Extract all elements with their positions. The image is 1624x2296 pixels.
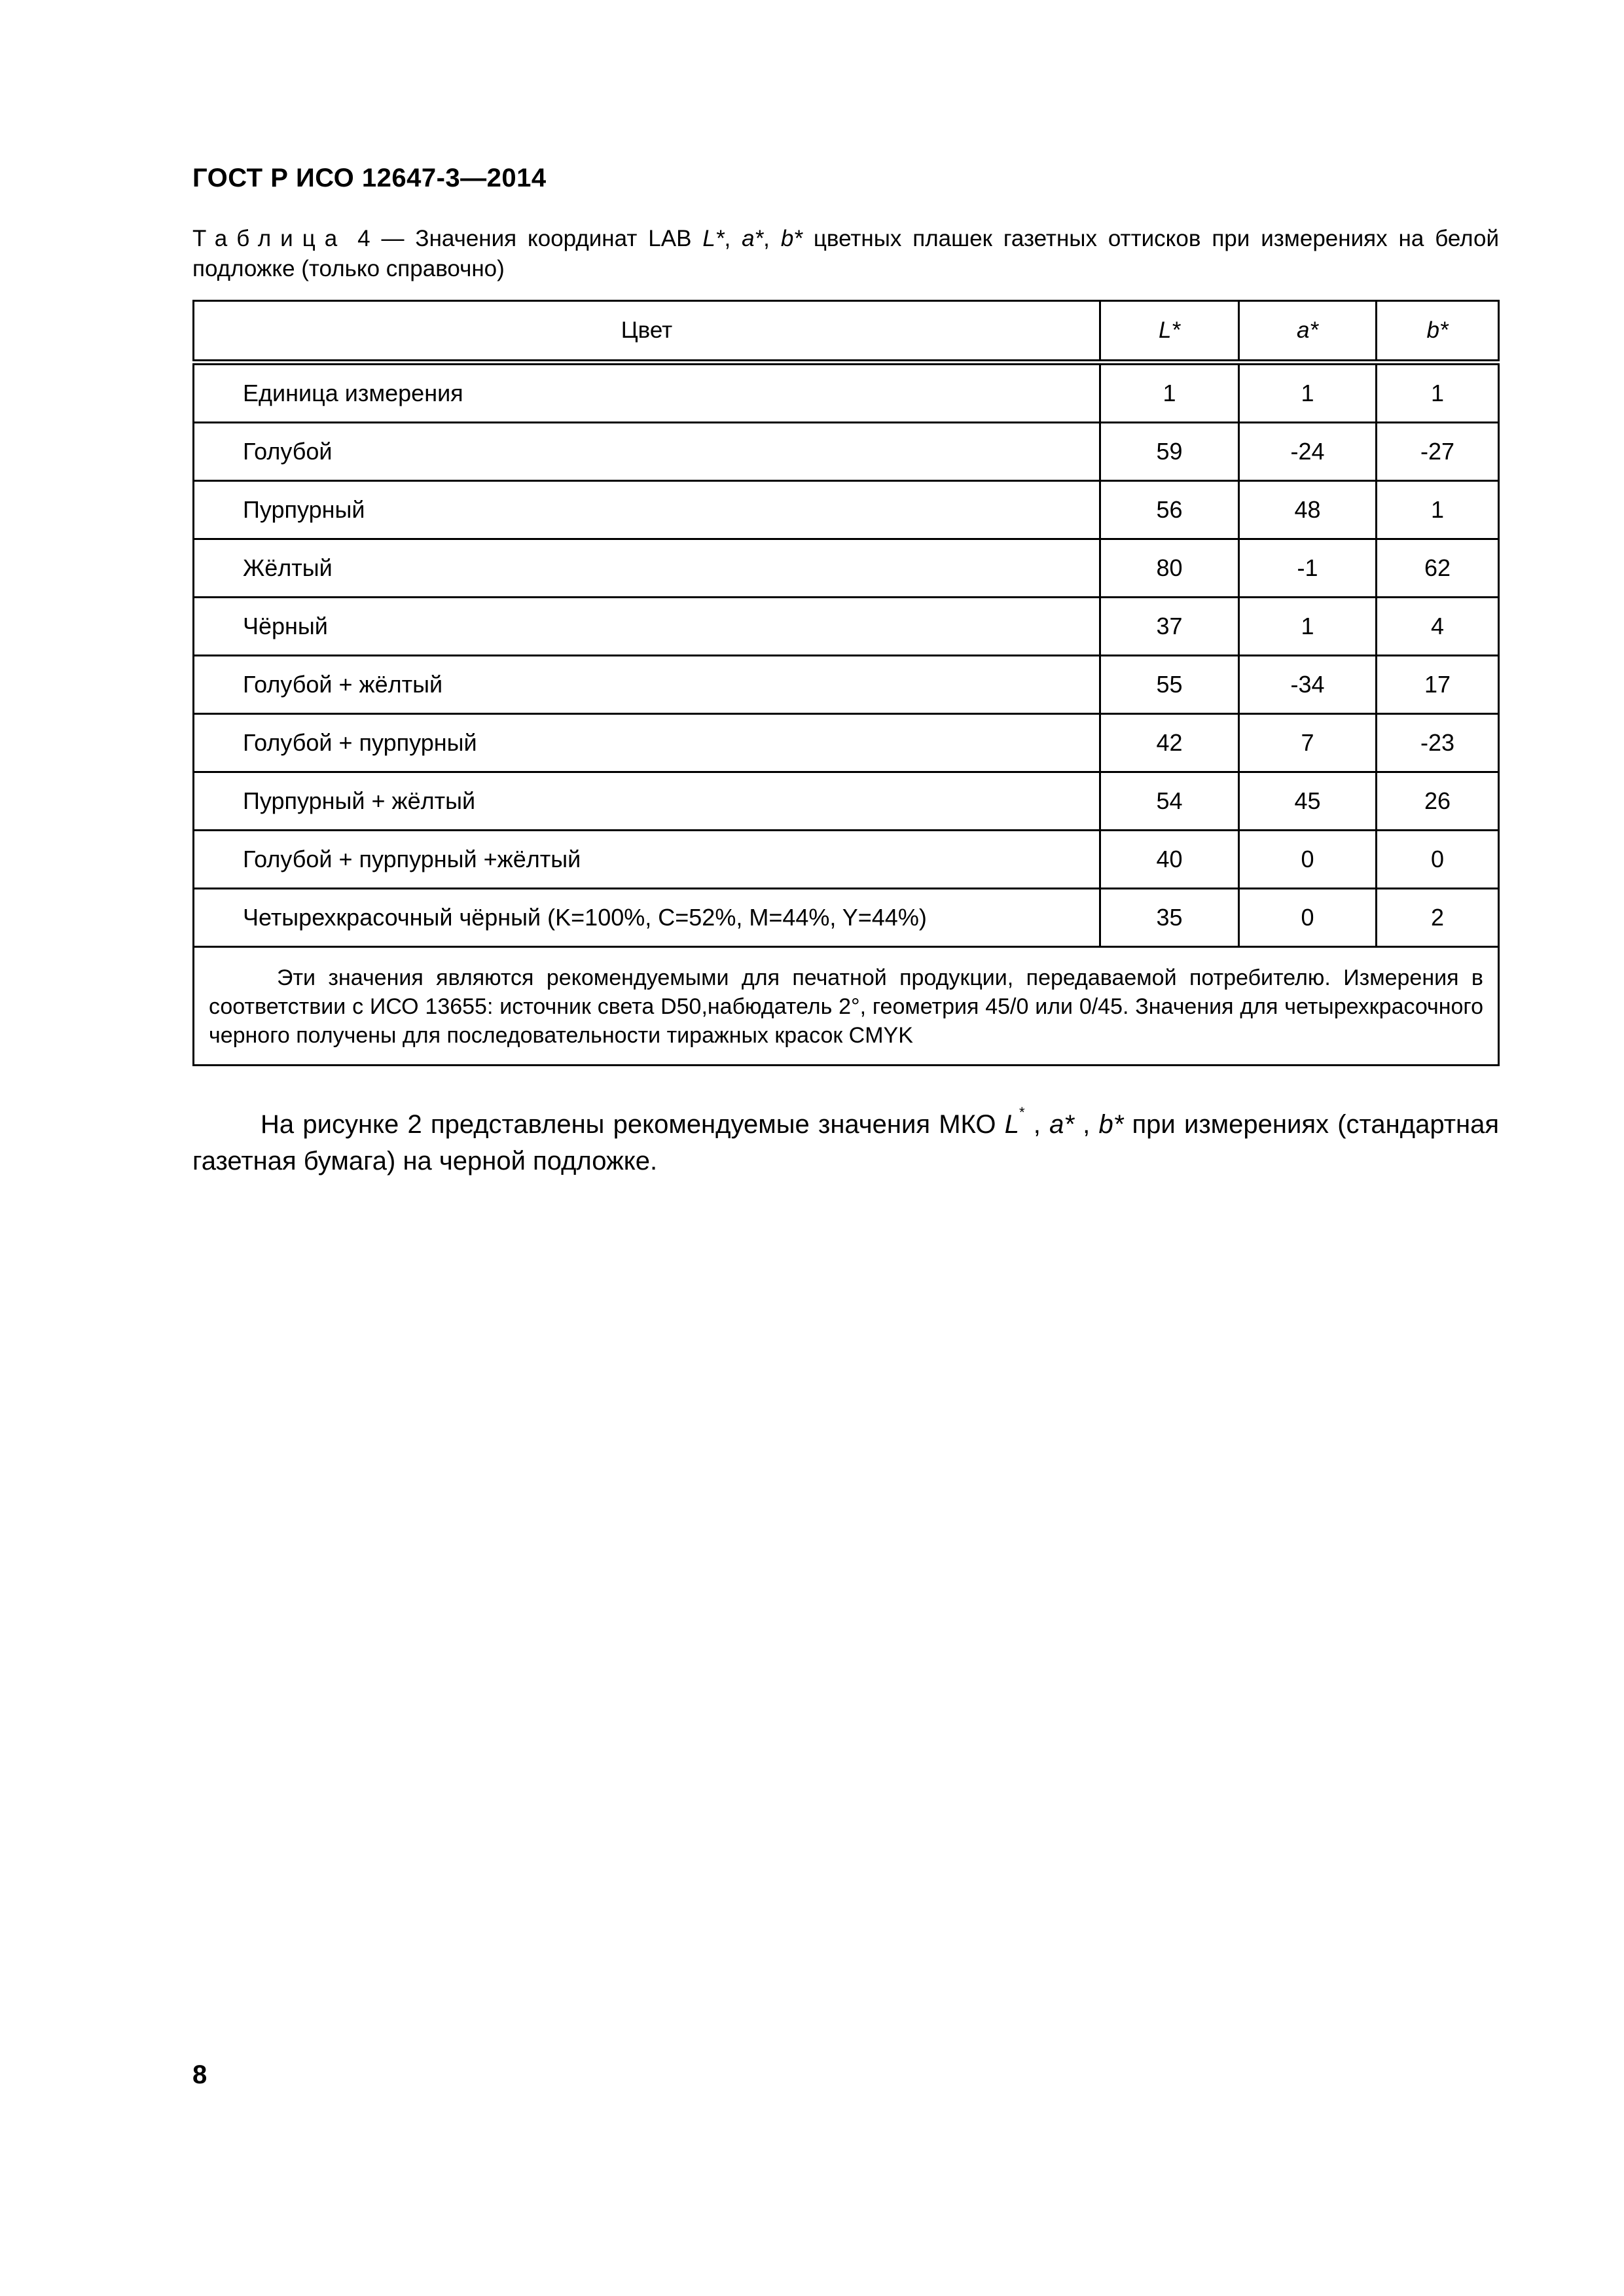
- table-caption-label: Таблица: [192, 226, 347, 251]
- table-caption-rest: цветных плашек газетных оттисков при измерениях на белой подложке (только справочно): [192, 226, 1499, 281]
- row-color-name: Чёрный: [194, 598, 1100, 656]
- table-caption-sep: ,: [763, 226, 781, 251]
- table-row: [194, 539, 1499, 598]
- row-b-value: 26: [1377, 772, 1499, 831]
- table-row: [194, 889, 1499, 947]
- table-row: [194, 363, 1499, 423]
- row-l-value: 80: [1100, 539, 1239, 598]
- table-caption: [192, 224, 1499, 284]
- column-header-b: b*: [1377, 301, 1499, 363]
- row-l-value: 42: [1100, 714, 1239, 772]
- row-color-name: Пурпурный + жёлтый: [194, 772, 1100, 831]
- table-row: [194, 423, 1499, 481]
- row-a-value: -34: [1239, 656, 1377, 714]
- row-l-value: 1: [1100, 363, 1239, 423]
- table-caption-l: L*: [702, 226, 725, 251]
- row-l-value: 55: [1100, 656, 1239, 714]
- table-row: [194, 598, 1499, 656]
- paragraph-sep: ,: [1024, 1110, 1050, 1139]
- row-color-name: Голубой + пурпурный: [194, 714, 1100, 772]
- row-a-value: 0: [1239, 889, 1377, 947]
- row-color-name: Голубой: [194, 423, 1100, 481]
- table-row: [194, 656, 1499, 714]
- row-a-value: -1: [1239, 539, 1377, 598]
- row-color-name: Голубой + жёлтый: [194, 656, 1100, 714]
- row-color-name: Четырехкрасочный чёрный (K=100%, C=52%, M=44%, Y=44%): [194, 889, 1100, 947]
- row-b-value: 17: [1377, 656, 1499, 714]
- row-a-value: -24: [1239, 423, 1377, 481]
- row-a-value: 1: [1239, 598, 1377, 656]
- row-b-value: 0: [1377, 831, 1499, 889]
- row-b-value: 62: [1377, 539, 1499, 598]
- row-color-name: Жёлтый: [194, 539, 1100, 598]
- table-header-row: [194, 301, 1499, 363]
- row-b-value: 2: [1377, 889, 1499, 947]
- table-caption-sep: ,: [724, 226, 742, 251]
- row-b-value: -27: [1377, 423, 1499, 481]
- document-header: ГОСТ Р ИСО 12647-3—2014: [192, 164, 547, 192]
- row-b-value: 4: [1377, 598, 1499, 656]
- paragraph-b: b*: [1098, 1110, 1124, 1139]
- paragraph-part1: На рисунке 2 представлены рекомендуемые значения МКО: [261, 1110, 1005, 1139]
- row-color-name: Пурпурный: [194, 481, 1100, 539]
- table-note-cell: [194, 947, 1499, 1066]
- row-l-value: 37: [1100, 598, 1239, 656]
- row-b-value: 1: [1377, 363, 1499, 423]
- paragraph-l-superscript: *: [1019, 1104, 1025, 1121]
- table-caption-number: 4 — Значения координат LAB: [346, 226, 703, 251]
- page-number: 8: [192, 2060, 208, 2089]
- row-l-value: 56: [1100, 481, 1239, 539]
- table-row: [194, 481, 1499, 539]
- row-b-value: 1: [1377, 481, 1499, 539]
- table-note: Эти значения являются рекомендуемыми для печатной продукции, передаваемой потребителю. Измерения в соответствии с ИСО 13655: источник света D50,набюдатель 2°, геометрия 45/0 или 0/45. Значения для четырехкрасочного черного получены для последовательности тиражных красок CMYK: [209, 965, 1483, 1048]
- row-color-name: Единица измерения: [194, 363, 1100, 423]
- row-l-value: 59: [1100, 423, 1239, 481]
- row-a-value: 45: [1239, 772, 1377, 831]
- column-header-a: a*: [1239, 301, 1377, 363]
- row-l-value: 54: [1100, 772, 1239, 831]
- paragraph-sep: ,: [1074, 1110, 1099, 1139]
- table-caption-b: b*: [780, 226, 803, 251]
- row-b-value: -23: [1377, 714, 1499, 772]
- row-a-value: 1: [1239, 363, 1377, 423]
- row-l-value: 40: [1100, 831, 1239, 889]
- paragraph-l: L: [1004, 1110, 1019, 1139]
- column-header-color: Цвет: [194, 301, 1100, 363]
- table-row: [194, 831, 1499, 889]
- body-paragraph: [192, 1106, 1499, 1179]
- lab-values-table: [192, 300, 1500, 1066]
- column-header-l: L*: [1100, 301, 1239, 363]
- table-row: [194, 714, 1499, 772]
- table-note-row: [194, 947, 1499, 1066]
- table-caption-a: a*: [742, 226, 764, 251]
- row-l-value: 35: [1100, 889, 1239, 947]
- row-a-value: 7: [1239, 714, 1377, 772]
- paragraph-a: a*: [1049, 1110, 1074, 1139]
- row-color-name: Голубой + пурпурный +жёлтый: [194, 831, 1100, 889]
- row-a-value: 0: [1239, 831, 1377, 889]
- table-row: [194, 772, 1499, 831]
- row-a-value: 48: [1239, 481, 1377, 539]
- paragraph-part2: при измерениях (стандартная газетная бумага) на черной подложке.: [192, 1110, 1500, 1175]
